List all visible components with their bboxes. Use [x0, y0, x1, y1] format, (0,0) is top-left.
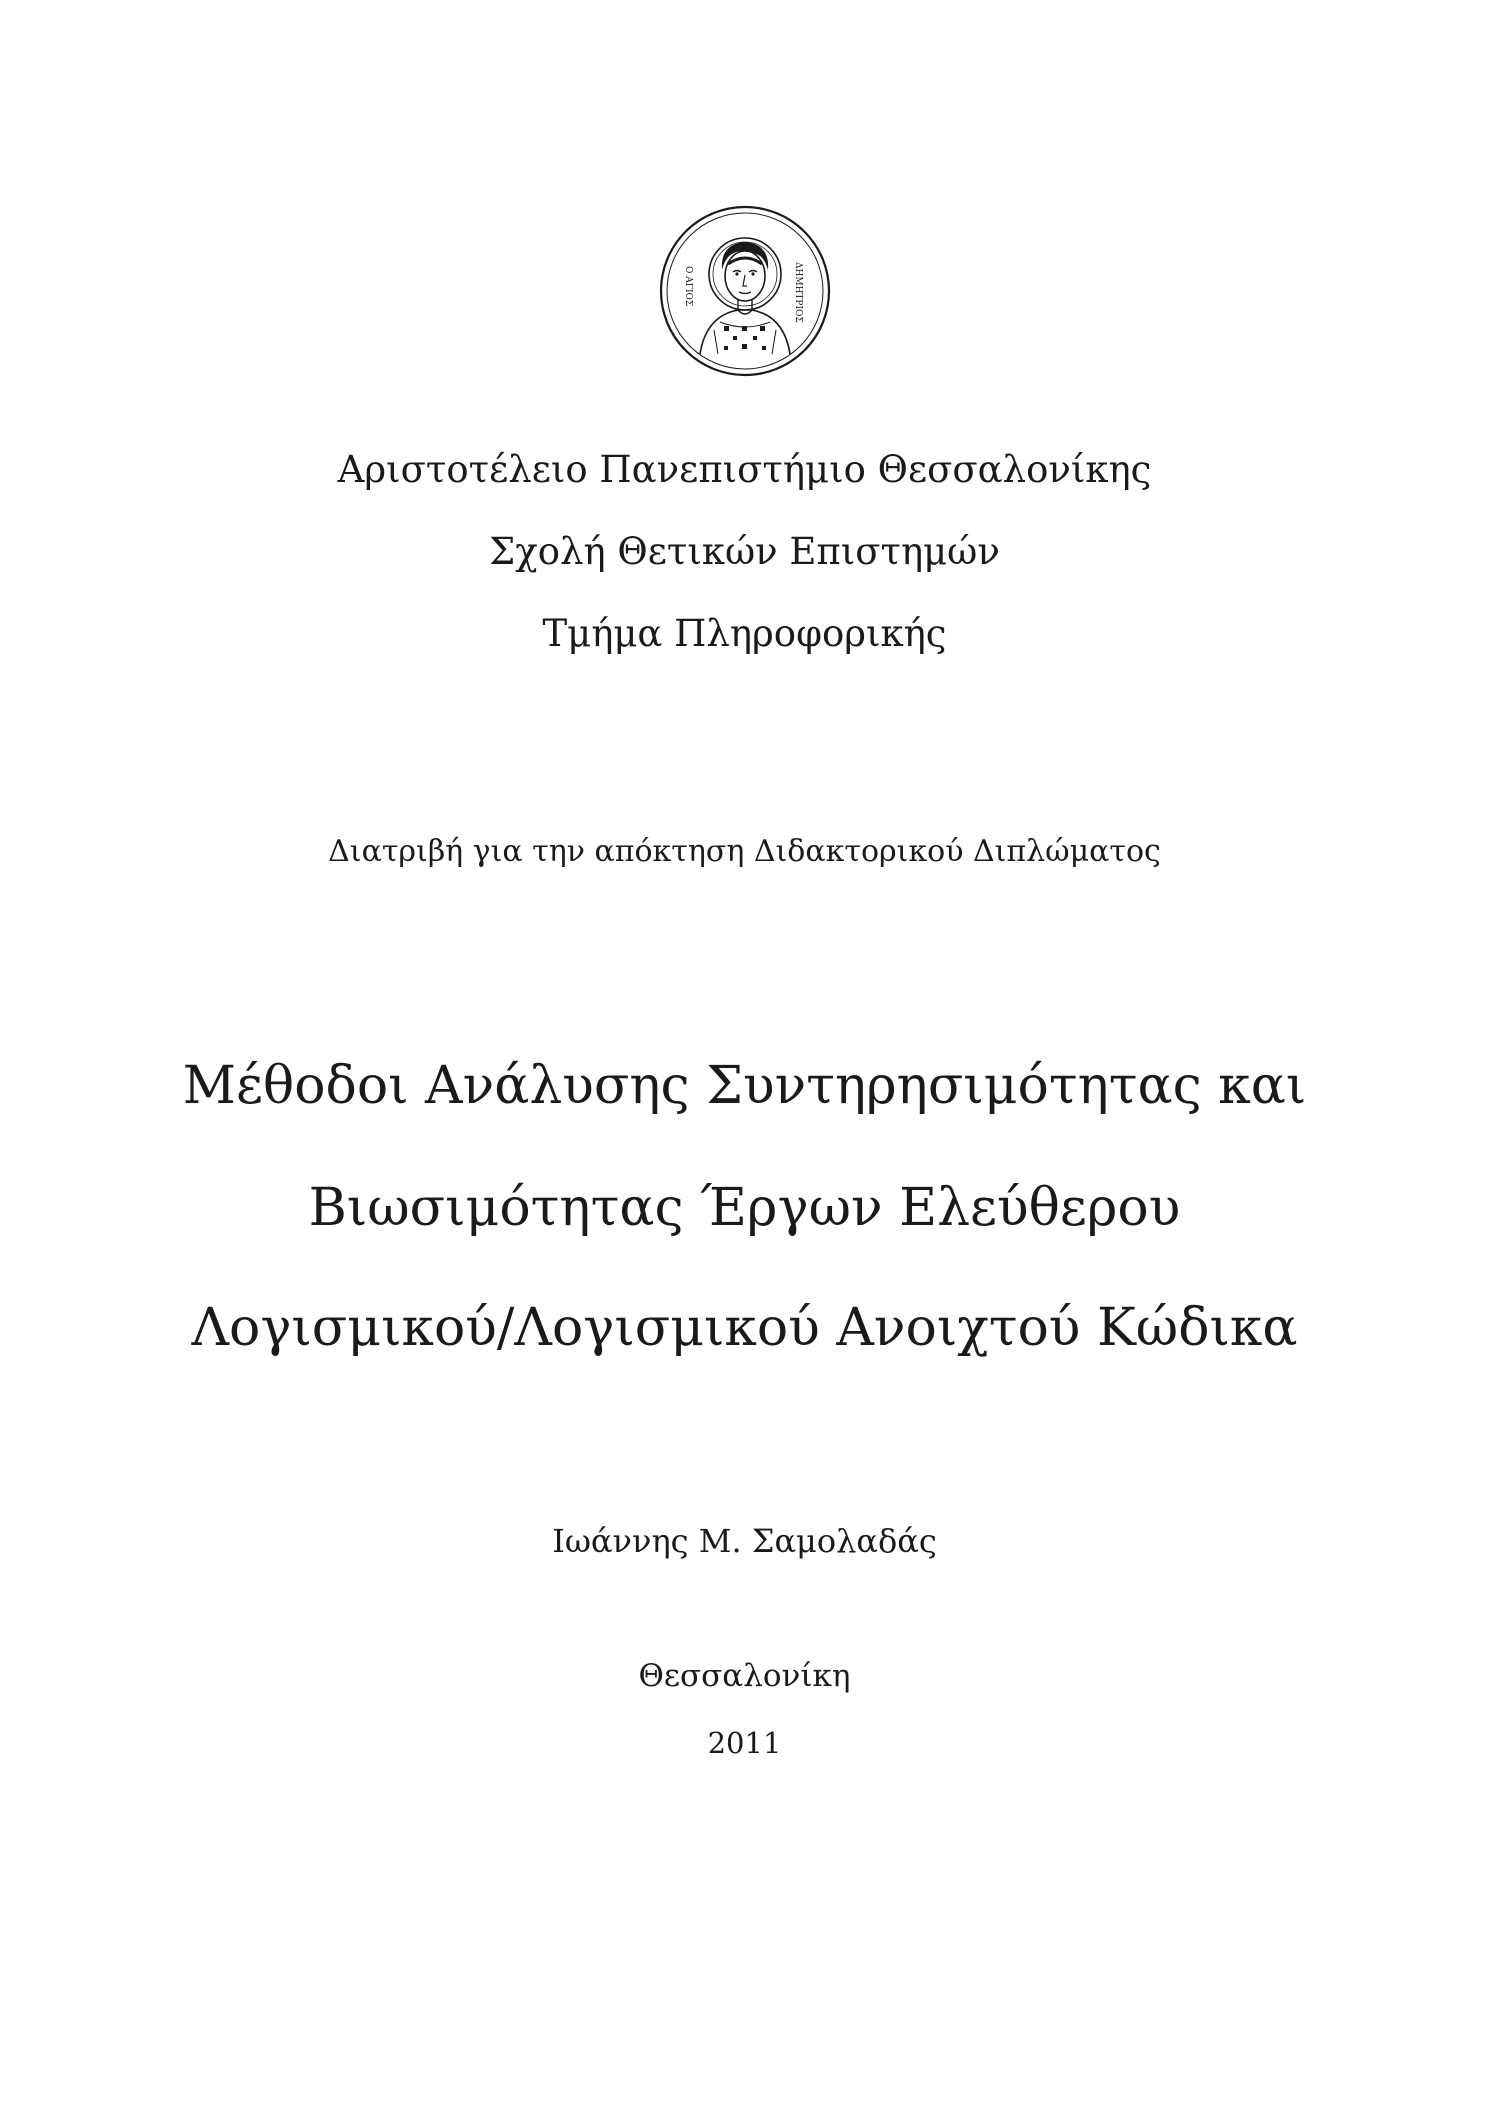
university-seal-icon [658, 204, 832, 378]
author-name: Ιωάννης Μ. Σαμολαδάς [552, 1522, 937, 1560]
degree-statement: Διατριβή για την απόκτηση Διδακτορικού Διπλώματος [328, 834, 1161, 869]
place-name: Θεσσαλονίκη [638, 1658, 851, 1694]
department-name: Τμήμα Πληροφορικής [542, 612, 947, 655]
school-name: Σχολή Θετικών Επιστημών [489, 530, 1000, 573]
university-name: Αριστοτέλειο Πανεπιστήμιο Θεσσαλονίκης [337, 448, 1152, 491]
thesis-title-line-1: Μέθοδοι Ανάλυσης Συντηρησιμότητας και [182, 1056, 1307, 1116]
svg-text:ΔΗΜΗΤΡΙΟΣ: ΔΗΜΗΤΡΙΟΣ [793, 262, 803, 323]
year: 2011 [707, 1726, 782, 1760]
thesis-title-line-3: Λογισμικού/Λογισμικού Ανοιχτού Κώδικα [191, 1298, 1298, 1358]
svg-text:Ο ΑΓΙΟΣ: Ο ΑΓΙΟΣ [683, 266, 693, 307]
thesis-title-line-2: Βιωσιμότητας Έργων Ελεύθερου [308, 1178, 1181, 1238]
